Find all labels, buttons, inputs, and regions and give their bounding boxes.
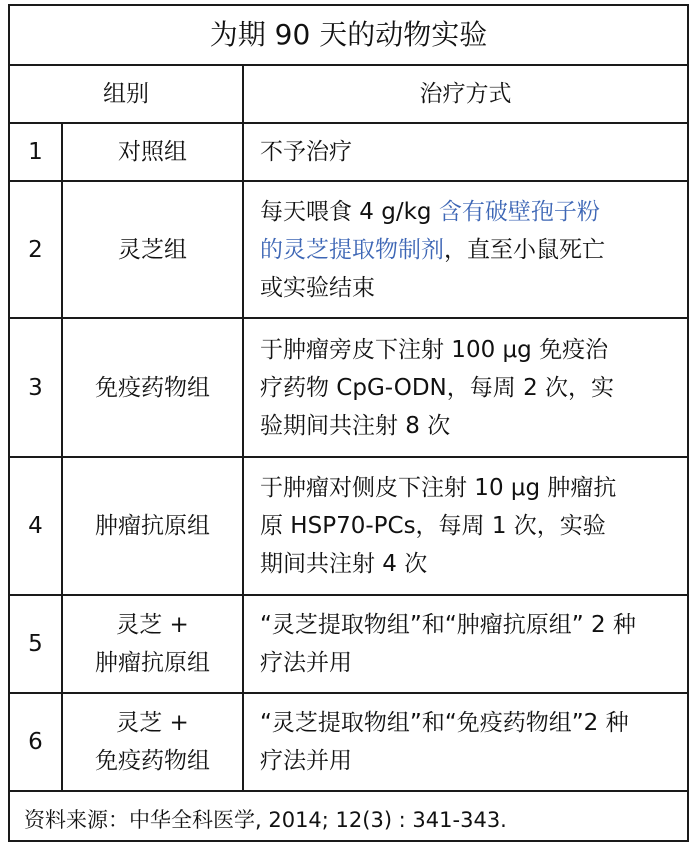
treatment-line: 疗药物 CpG-ODN，每周 2 次，实 [260, 374, 615, 401]
header-row [10, 65, 687, 123]
header-group: 组别 [10, 65, 243, 123]
table-row [10, 457, 687, 595]
group-line: 灵芝组 [118, 236, 187, 263]
treatment-line: “灵芝提取物组”和“肿瘤抗原组” 2 种 [260, 612, 636, 638]
table-row [10, 595, 687, 693]
treatment-line: 不予治疗 [260, 139, 352, 165]
group-name [62, 595, 243, 693]
group-line: 肿瘤抗原组 [95, 650, 210, 676]
group-line: 免疫药物组 [95, 748, 210, 774]
experiment-table [10, 6, 687, 848]
treatment-line: 验期间共注射 8 次 [260, 412, 451, 439]
row-number: 1 [10, 123, 62, 181]
row-number: 3 [10, 318, 62, 457]
treatment-desc [243, 457, 687, 595]
highlight-text: 的灵芝提取物制剂 [260, 236, 444, 263]
title-row [10, 6, 687, 65]
treatment-desc [243, 181, 687, 318]
group-name [62, 181, 243, 318]
group-line: 肿瘤抗原组 [95, 513, 210, 539]
treatment-line: “灵芝提取物组”和“免疫药物组”2 种 [260, 710, 629, 736]
row-number: 4 [10, 457, 62, 595]
group-line: 对照组 [118, 139, 187, 165]
treatment-desc [243, 318, 687, 457]
treatment-line: 疗法并用 [260, 748, 352, 774]
group-name [62, 123, 243, 181]
group-line: 灵芝 + [116, 710, 189, 736]
treatment-line [260, 193, 681, 231]
table-row [10, 181, 687, 318]
treatment-desc [243, 123, 687, 181]
table-title: 为期 90 天的动物实验 [10, 6, 687, 65]
table-row [10, 693, 687, 791]
experiment-table-frame [8, 4, 689, 842]
table-row [10, 123, 687, 181]
treatment-line: 于肿瘤旁皮下注射 100 μg 免疫治 [260, 336, 609, 363]
table-row [10, 318, 687, 457]
treatment-line: 期间共注射 4 次 [260, 551, 428, 577]
highlight-text: 含有破壁孢子粉 [438, 198, 600, 225]
treatment-line [260, 231, 681, 269]
treatment-line: 疗法并用 [260, 650, 352, 676]
treatment-text: ，直至小鼠死亡 [444, 236, 605, 263]
group-line: 灵芝 + [116, 612, 189, 638]
treatment-desc [243, 693, 687, 791]
row-number: 5 [10, 595, 62, 693]
group-name [62, 318, 243, 457]
treatment-line: 原 HSP70-PCs，每周 1 次，实验 [260, 513, 606, 539]
treatment-line: 于肿瘤对侧皮下注射 10 μg 肿瘤抗 [260, 475, 617, 501]
group-name [62, 457, 243, 595]
header-treatment: 治疗方式 [243, 65, 687, 123]
source-note: 资料来源：中华全科医学, 2014; 12(3) : 341-343. [10, 791, 687, 848]
row-number: 2 [10, 181, 62, 318]
group-line: 免疫药物组 [95, 374, 210, 401]
treatment-line: 或实验结束 [260, 274, 375, 301]
treatment-text: 每天喂食 4 g/kg [260, 198, 439, 225]
source-row [10, 791, 687, 848]
treatment-desc [243, 595, 687, 693]
row-number: 6 [10, 693, 62, 791]
group-name [62, 693, 243, 791]
